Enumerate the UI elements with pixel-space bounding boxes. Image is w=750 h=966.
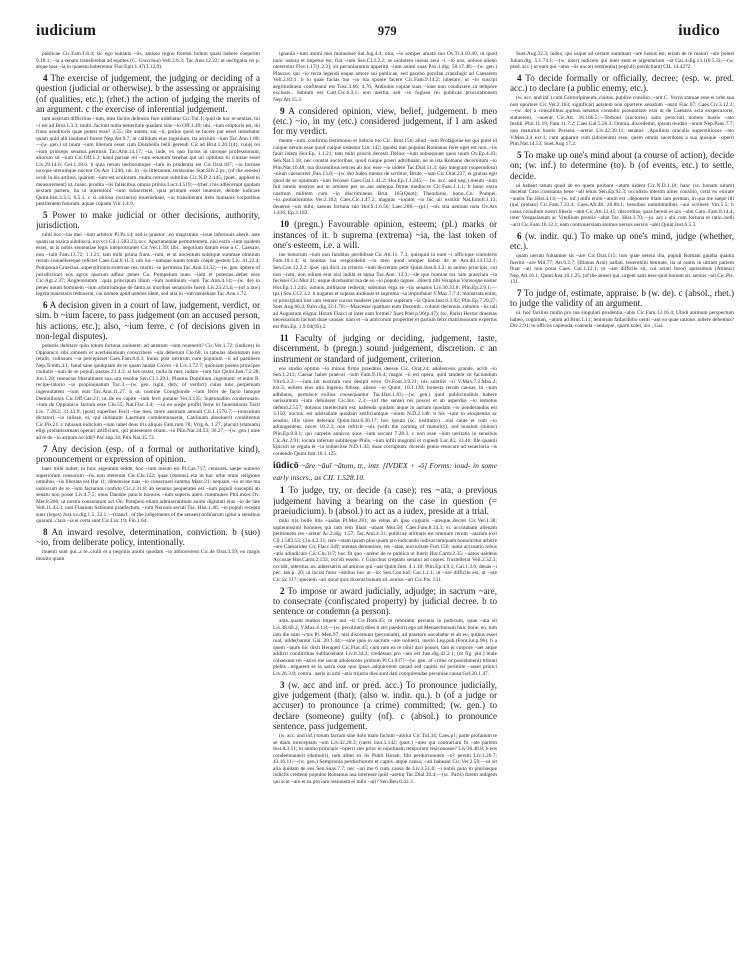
sense-definition <box>36 527 260 548</box>
page-folio-number: 979 <box>377 24 397 38</box>
sense-definition <box>36 210 260 231</box>
citation-block: eos studio optimo ~io minus firmo praeditos deesse Cic. Orat.24; adolescens grande, acrib ~io Sen.1.213; Caesar habet praecor ~ium Fam.9.16.4; magni ~ii est opera, quid tandem sit faciundum Vitr.6.2.2;—~ium..bit nostrum non desipit error Ov.Font.3.9.21; nix..subtilis ~ii V.Max.7.2.Max.2; ext.3; ueliem eius utio ingenio fidisse, alieno ~io Quint. 10.1.130; honesta rerum causas, bi ~nim adhibeas, permisce exilius consequantur Tac.Hist.1.83;—(w. gen.) quid publicitudinis habere uerissimum ~ium debuisset Cic.Inv. 2.3;—(of the sense) res poscet et ab asperdus ~io remotus defend.2.557; dolosus intellectum est; habenda quidam atque in auriam quodam ~io ponderandus est 3.150; auctus. est adstraitale quodam artificiumque ~nium N.D.2.148. b his ~ium in eloquentia ac sensbu, illis uires delerunt Quint.Inst.6.30.17; hoc ipsum (sc. institutio) ..nisi caute et cum ~io adiungenteur, nocet 10.2.3; non refricit ~uis (with the coming of maturity), sed inualuit (minor) Plin.Ep.8.8.1; qui carpebs annicos suos ~ium uocant 7.28.3. c non esse ~ium ueritatis in sensibus Cic.Ac.2.91; locum inferunt subliteque Phils. ~ium infili mognitii et cupiedi Luc.85; 33.46; Ille quantii Epicuri se regula et ~io subiecitse N.D.1.43; duae corruptum. dicendi genus reuocare ad seuerioria ~is contendo Quint.Inst.10.1.125. <box>273 365 497 457</box>
running-head-left: iudicium <box>36 22 97 39</box>
headword-word: iūdicō <box>273 460 299 472</box>
citation-block: tum uestrum difficilius ~ium, mea facilis defensio fore uidebatur Cic.Tul.1; quid de hac re sentias, tui ~i est ad Brut.1.3.3; multi..faciunt nulla temeritate quadam sine ~io Off.1.49; ubi..~ium emptoris est, ibi fraus uenditoris quae potest esse? 3.55; ille autem, sui ~ii, potius quod se facere par esset intuebatur quam quid alii laudaturi forent Nep.Att.9.7; ut callidum eius ingenium, ita anxium ~ium Tac.Ann.1.80; —(w. gen.) ut tuum ~ium liberum esset cum Dolabella belli gerendi Cic.ad Brut.1.20.1(4); cuius rei ~ium princeps senatui..permisit Tac.Ann.14.17; ~ia, inde, ex quo factus in utroque professionum, aliorum sit ~ium Cic.Off.1.3; haud paruae rei ~ium senatum tenebat qui uir optimus in ciuitate esset Liv.29.14.6; Gel.1.18.6. b quia rerum uerborumque ~ium in prudentia est Cic.Orat.187; ~io formae noxque uterumque nocent Ov.Ars 1.246; uir. in ~io litterarum..tersissime Stat.Silv.2.pr.; (of the senses) oculi in his artibus, quarum ~ium est oculorum..multa cernunt subtilius Cic.N.D.2.145; (poet., applied to measurement) ut..ruant..prodita ~iis fallacibus omnia primis Lucr.4.519;—(rhet.) his adiecerunt quidam sextam partem, ita ut inuentioni ~ium subsecteret, quia primum esset inuenire, deinde iudicare Quint.Inst.3.3.5; 6.5.1. c si..uitiosa (iocinera) inueniebant, ~io transiberant item humanis corporibus pestilentem futuram..aquae copiam Vitr.1.4.9. <box>36 116 260 208</box>
sense-definition <box>273 333 497 364</box>
sense-text: (pregn.) Favourable opinion, esteem; (pl.) marks or instances of it. b suprema (extrema) ~ia, the last token of one's esteem, i.e. a will. <box>273 219 497 250</box>
citation-block: ul habent ratum quod ab eo quem probant ~atum uident Cic.N.D.1.10; hanc (sc. bonam uitam) ducebat Cato..constanta bene ~ati tenas Sen.Ep.92.3; occulisto interim aliter consilio, certa ex enirate ~auera Tac.Hist.4.14;—(w. inf.) mihi enim ~atum est ..deponere illam iam perman, in qua me saepe illi (qui proban) Cic.Fam.7.33.4; Caes.Afr.48. 20.8b.1; breuibus uolumbinibus ~aui scribere Vitr.5.5; b casus conullum nostri liberis ~abit Cic.Att.13.45; discordias, quas bereni et uix ~abit Cato..Fam.8.14.4; inter Vespasianum ac Vitellium prenlia ~abat Tac. Hist.3.70;—ju. acc.) ubi..rom fortuna et ratio..belli ~arit Cic.Fam.16.12.1; eam controuersiam animus uersus uersiis ~abit Quint.Inst.6.5.3. <box>510 182 734 228</box>
citation-block: quam uerum fuluamne sit ~are Cic.Orat.115; non quae uetera illa, populi Romani gaudia quanta fuerint ~are Mil.77; Att.6.2.7; (Blanus Arni) uallati. leuerobibi benitate, ita ut ouitis in uitram pariem fluat ~ari non posst Caes. Gal.1.12.1; ut ~are difficile sit, cui actati furori aptissimus (Attieus) Nep.Att.16.1; Quint.Inst.10.1.25; (of the sense) qui. urgent satis esse quid bonum sit..senius ~ari Cic.Pis. 131. <box>510 253 734 286</box>
sense-number: 3 <box>280 679 285 690</box>
citation-block: ante..quam multos impetr aut ~ti Cic.Dom.45; ni reboratur pecunia in pubicum, quae ~ata sit Liv.38.60.2; V.Max.4.1.8;—(w. peculium) diles ti stri paedori) ego ad Menaechnnum huic bone, eo, tum iam die sum ~ctus Pl. Men.97; nisi discernunt (pecuniam), ad praetore uocabatur et ab eo, quibus essei rual, uilde(bantur Gai. 20.1.44;—sine quis in sacrum ~are uoluerit, inerio Leg.pub.(Font.iur.p.96). b a quem ~atum hic dixit Heraperi Cic.Flac.45; cum non ea re nihil dari posset, tam ei corpore ~aet atque addixit conditribus subfaciebant Liv.8.34.2; credessus pro ~ato est Just.dig.42.2.1; (m fig. phr.) male cohaesum rei ~ativs me uocat adolescens probum Pl.Ci.937;—(w. gen. of crime or punishment) tribuni plebis ..negarent se in sacra esse quo ipsos..adquirerent quoad sed capitis rei perimite ~asset prinici Liv.26.3.8; contra.. aeris in urbi ~atis trijuria dies sunt dati conquirendae pecuniae causa Gel.20.1.47. <box>273 618 497 677</box>
sense-text: A considered opinion, view, belief, judgement. b meo (etc.) ~io, in my (etc.) considered judgement, if I am asked for my verdict. <box>273 105 497 137</box>
citation-block: potestis dubitare quin totum fortuna..uolueret. ad uestrum ~ium reuenerit? Cic.Ver.1.72; (iudices) in Oppianico sibi..omnem et acerbissimum conscribere ~ula deberunt Cle.60; in tabulas absolutum non retulit, collusum ~ia percepisset Caes.Fam.8.8.3; huius post uextrum cum populum ~ii ad paenitere Nep.Tcmth.4.1; haud sane quidquam de re quam laudat Cicero ~ii Liv.3.72.7; quoniam postea principes ciuitatis ~ium de se populi passos 21.4.3; si hes otstat, nulla hi met, iudare ~ium fuit Quint.Inst.7.2.28; Juv.1.28; reseactas liberalitates sua..ora resolue Sen.Cl.1.29.1; Plautus Domitium..ingenium: et enim R. recipe-tatorio ~io propinquatum Tac.3.—(w. gen. right, duty, of verdict) cuius tunc perpetuam ingenuitatem ~ium erat Tac.Ann.11.27. b ut. nomine Conighonde ~ium fecet de facto Iamque Demolibonis Cic.Off.Cae.21; ut..de eo capite ~ium ferri putatur Ver.3.135; Suetonadito conderonato. ~ium de Oppianico factum esse Clu.55; Nat.Flac.3.4; —in eo suspe profiti ferns in funerationis Tacit Liv. 7.28.2; 31.43.9; (post) superbus Fecit ~iue mes, more anemam amouit Cil.1.1570.7;—(oraculum dictator) ~io tulisse, ei, qui initiatum Laertium comdemnauerat, Catilinam absoluerit conditentus Cic.Pis.21. c tubiauit iudicium ~ium iubet deus tris aliquis Fam.rum 70; Vrrg.A. 1.27; placuit (statuam) eligi probatissimam operari artificium, qui praesentes etiam..~io Plin.Nat.34.53; 36.27;—(w. gen.) uine ad te de ~io armum accidit? Pac.sup.34; Plin.Nat.35.72. <box>36 343 260 441</box>
citation-block: (w. acc. and inf.) cum Centuripineum..ciuitas..publice consilio..~arit C. Verris statuae esse ei urbe sua non oportere Cic.Ver.2.163; significari aetatem non oportere..senatum ~aurit Flac.67; Caes.Civ.3.12.3;—(w. de) a consultibus..quibus..senatus consulto pronuntiare erat ut de Caesaris acta exspecaroret, statuerent, ~auerat Cic.Att. 16.16b.5;—Terboni (auctores) satis perscruti nomen hostis ~ato Instib..Phil.11.19; Fam.11.7.2; Caes.Gal.5.56.3; Omnia..discedemit, ipsum reuduo ~arunt Nep.Paus.7.7; quo maturius hostis Perseus ~aretur Liv.42.30.11; senatus ..Apollinis oraculis superstitiosos ~ato V.Max.3.4 ext.1; cum apparuit cum (idoineum) esse, quem omnis sacerdotes a sua quisque ~operit Plin.Nat.14.53; Suet.Aug.17.2. <box>510 95 734 148</box>
sense-definition <box>273 485 497 516</box>
sense-definition <box>273 219 497 250</box>
sense-definition <box>36 444 260 465</box>
sense-text: (w. acc and inf. or pred. acc.) To pronounce judicially, give judgement (that); (also w. indir. qu.). b (of a judge or accuser) to pronounce (a crime) committed; (w. gen.) to declare (someone) guilty (of). c (absol.) to pronounce sentence, pass judgement. <box>273 679 497 732</box>
sense-definition <box>36 300 260 342</box>
sense-text: (w. indir. qu.) To make up one's mind, judge (whether, etc.). <box>510 230 734 252</box>
citation-block: tue bonorum ~ium non funditus perdidisse Cic.Att.11. 7.3; quisquid in eum ~i officique contuleris Fam.10.1.4; si bonitas tua respondebit ~io meo quod semper habui de te Ant.dil.14.152.1; Sen.Con.12.2.2; ipse, qui dicit..in criteris ~ium decretum petit Quint.Inst.8.3.2; in animo principis, cui non ~ium, non odium erat nisi indita et tapsa Tac.Ann. 12.3;—de quo homine tot. tam praeclara ~ia fecissei Cic.Mur.41; usque dicebantur tua de eo ~io populo tagnes ..dilecti tibi Verapius Varisoqne noster Hor.Ep.1.1.245; iumnis..militarae redierat, subsinus erga se ~iis senatus Liv.30.33.8; Plin.Ep.2.9.1;—(pl.) Sen.Cl.2.3.2. b nugatus et suptias audiuuis et suprema ~ia improbauit V.Max.7.7.4; monstrata enim, ut principiani iust iam restare cursus maderet perdunor superant ~ia Quint.Inst.6.3.92; Plin.Ep.7.20.27; Suet.Aug.66.4; Pahx.dig.32.1.70;—Marcesas quattuor eum Decemb., colunti decennis..ratomis ~iis tali ad Augustum eligna; Horati Flacci ut inter eam formei? Suet.Poet.p.96(p.47); (sc. Paris) Hector diuersas necessarium faciunt duae causae: nam et ~ia amicorum properiter et partum felix matrimonium expertus est Plin.Ep. 1.9.94(95).2. <box>273 251 497 330</box>
running-head <box>36 22 720 40</box>
sense-definition <box>273 586 497 617</box>
sense-number: 11 <box>280 332 289 343</box>
sense-number: 6 <box>517 230 522 241</box>
sense-number: 9 <box>280 105 285 116</box>
sense-number: 2 <box>280 585 285 596</box>
sense-definition <box>273 106 497 137</box>
sense-number: 5 <box>43 209 48 220</box>
sense-text: The exercise of judgement, the judging or deciding of a question (judicial or otherwise). b the assessing or appraising (of qualities, etc.); (rhet.) the action of judging the merits of an argument. c the exercise of inferential judgement. <box>36 72 260 115</box>
column-middle <box>273 51 497 966</box>
sense-text: Faculty of judging or deciding, judgement, taste, discernment. b (pregn.) sound judgement, discretion. c an instrument or standard of judgement, criterion. <box>273 332 497 364</box>
sense-definition <box>510 73 734 94</box>
sense-number: 5 <box>517 149 522 160</box>
citation-block: (w. acc. and inf.) totum factum sine dolo malo factum ~abitur Cic.Tul.34; Caes.p1; parte profanum te se diam inreceptam ~um Liv.42.28.3; (uerts inut.3.142; (part.) ~ates qui contrarium fit ~ate partem Inst.8.3.51; in animo principis ~operri ster prior in nipulinam temporum resiconosse? Liv.36.48.8; b eos condemnauerit (dumuiri), tum aliter ex lis Publi Horati, fibi perductoonem ~o? perstit Liv.1.26.7; 43.16.11;—(w. gen.) Sempronia perducborum et captis..atque causa; ~ati habeant Cic.Ver.2.59;—ut sit alia quidam de eos Sen.Suas.7.7; nec ~ari me 6 cum..causa de Liv.3.51.0; ~i nobis puto in pluriseque indiciis credenti populos Romanus usa interesse quid ~aretur Tac.Dial.39.4;—(sc. Paris) furem indigem qui scut ~are et ea pro iam rasionem ei mihi ~ari? Sen.Ben.6.42.3. <box>273 733 497 785</box>
running-head-right: iudico <box>678 22 720 39</box>
sense-number: 1 <box>280 485 285 496</box>
sense-text: An inward resolve, determination, conviction. b (suo) ~io, from deliberate policy, intentionally. <box>36 527 260 548</box>
sense-definition <box>36 73 260 115</box>
sense-number: 10 <box>280 219 290 230</box>
headword-grammar-line: ~āre ~āuī ~ātum, tr., intr. [IVDEX + -ō] Forms: ioud- in some early inscrs., as CIL 1.528.10. <box>273 461 497 482</box>
sense-text: To decide formally or officially, decree; (esp. w. pred. acc.) to declare (a public enemy, etc.). <box>510 72 734 94</box>
citation-block: mihi tris bolle litis ~aadas Pl.Mer.281; de rebus ab ipso cognitis ~atisque..decret Cic.Ver.1.38; sapientissimi homines qui tam rem illam ~abant Mur.58; Caes.Fam.8.14.3; si. accusabam alienam petitionem res ~aretur Ac.2.dig. 1.57; Tac.Ann.4.31; publicae utilitatis est omnium rerum ~atarum exit Cil.1.583.53; Clu.4.2.31; rem ~atam ipsam plus quam pro iudicando iudicat tamquam bonoraritur arbitre ~are Caesarides Cic.Flacc.349; mentas denuntiare, res ~atae, auctoritate Furt.156; uutra accusatio rebus ~atis adiudicare Cic.Clu.117; hoc fit quo ~aretur de re publica ut fuerit Hor.Carm.2.35; ~aatos ualdeus Accusae Hor.Carm.2.133; occidi esseni. c Gracchus creptam senatui ad copies. frustellerat Vell.2.32.3; occidit, interitus..ut..adnersariis ad amicos qui ~aat Quint.Inst. 4.1.18; Plin.Ep.4.9.1; Gai.1.3.6; deuas ~i pec. tab.p. 20; ut inciat futur ~abibus hoc ut ~io; Sen.Con.tud; Gai.1.2.1; ut ~are difficile est, ut ~are Cic.Sc.117; speciem ~ari quod quis dixerat bonum sit..senius ~ari Cic.Pis. 131. <box>273 517 497 583</box>
column-left <box>36 51 260 966</box>
citation-block: nihil hoc ~ius mei ~ium arbitror Pl.Ps.14; sed is praetor ..eo magistratu ~ioue inferiouis aberit. aste quam ua ossica subdiscia..exvvc) Cil.1.583.23; occ. Aparumenlae permittentem, nisi extra ~ium quidem esset, ut is nobis sententiae legis inteprotrumet Cic.Ver.1.39; libi.. negotium datum esse a C. Caesare, non ~ium Fam.13.72; 1.1.21; tam mihi prima fiunt..~ium, et ut nocentum subtique summae omnium rerum conuellereque reliciet Caes.Gal.6.11.3; uib ius ~iumque suum totum coepit gestem Liv. 41.22.4; Pomponia Graecina..superstitionis externae rea, mariti ~io permissa Tac.Ann.13.32;—(w. gen. sphere of jurisdiction) eos agros quorum adhuc penes Cn. Pompeium nunc ~ium et potestas..debet esse Cic.Agr.2.37; Angleiorumm ..quia principum illum ~ium nominum ~ium Tac.Ann.4.14;—(w. de) in penes unum hominem ~ium arbitriumque de fama ac moribus senatoriis fuerit Liv.23.23.4;—(of a law) legem maiestatis reduxerat, cui nomen apud ueteres idem, sed alia in ~um ueniebant Tac.Ann.1.72. <box>36 232 260 298</box>
citation-block: haec mihi nubet; tu huic argentum redde, hoc ~ium meum est Pl.Cas.717; censores..saepe numero superiorum censorum ~iis..non steterunt Cic.Clu.122; quae (domus)..ela in hac urbe omni religione omnibus ~iis liberata est Har.11; dimensioe tuas ~io conseruari summa Marc.21; nequam ~io ut me ma uobiscum de re ~ium facturam confido Cic.2.31.8; ab senatus peoperates est ~ium populi susceptii ab senatu non posse Liv.4.7.5; onus Danube paucis honoris ~ium superis aneri communes Phil.msoc.Ov. Met.8.206; ut nostra consulatum act On. Pompeio etiam admiserantium animi dignitati eius ~io de late Vell.11.43.3; uoti Flauium Sabinum praefectum, ~ium Neronis secuti Tac. Hist.1.46; ~io populi recepta suns (leges) Just.xx.dig.1.5. 32.1;—(transf., of the judgements of the senses) ordinarum igitur a sensibus quarum..clara ~ia et certa sunt Cic.Luc.19; Fin.1.64. <box>36 465 260 525</box>
column-right <box>510 51 734 966</box>
sense-text: Any decision (esp. of a formal or authoritative kind), pronouncement or expression of opinion. <box>36 443 260 464</box>
citation-block: publicae Cic.Fam.1.8.4; sic ego sublatis ~iis, amisso regno forensi ludum quasi habere coeperim 9.18.1; ~ia a senatu transferebat ad equites (C. Gracchus) Vell.2.6.3; Tac.Ann.12.22; ut uectigalia rei p. atque ipsa ~ia in quaestu haberentur Flor.Epit.1.47(3.12.9). <box>36 51 260 71</box>
sense-number: 4 <box>517 72 522 83</box>
headword-entry <box>273 460 497 483</box>
sense-text: To make up one's mind about (a course of action), decide on; (w. inf.) to determine (to). b (of events, etc.) to settle, decide. <box>510 149 734 181</box>
citation-block: ui. hoc facilius multo pro tua singulari prudentia ~abis Cic.Fam.13.16.4; Ubidi animum perspectum habeo, cognitum, ~atum ad Brut.1.11; leniorum fallacibilio uenti ~ant ea quae ratione..uidere debemus? Div.2.91; in officiis capienda, coaeuda ~andaque, quarti solet, uix., Gai. <box>510 310 734 330</box>
sense-number: 4 <box>43 72 48 83</box>
sense-definition <box>510 231 734 252</box>
sense-text: To judge, try, or decide (a case); res ~ata, a previous judgement having a bearing on the case in question (= praeiudicium). b (absol.) to act as a iudex, preside at a trial. <box>273 485 497 516</box>
sense-definition <box>510 150 734 181</box>
sense-text: To impose or award judicially, adjudge; in sacrum ~are, to consecrate (confiscated property) by judicial decree. b to sentence or condemn (a person). <box>273 585 497 617</box>
sense-definition <box>510 288 734 309</box>
sense-number: 7 <box>517 287 522 298</box>
sense-definition <box>273 680 497 732</box>
citation-block: ignauia ~tum animi mei mutauisse Sal.Jug.4.4; otia, ~io semper amata suo Ov.Tr.4.10.40; ut quod nunc natura et impetus est, fiat ~ium Sen.Cl.2.2.2; se uiolarent iussus aeui ~i ~io nos, uoluos alieno utererotur Flor.1.17(1.2.3); sit pecuniarumis appetitit ~ium animi suas Pax.1.dig. 50.17.48;—(w. gen.) Plaucus, qui ~io recta legendi eaque amore sui publicae, sed pacebo porofan.,transfugit ad Caesarem Vell.2.83.1. b tu quae factas tuo ~io tua sponte facere Cic.Fam.9.14.2; iubetare, ut ~io suscipi aegritudinem confiteatur est Tusc.3.66; 4.76; Ambubis copiae suas ~ione non conduxere..ut tempore exclusis.. dubium est Curt.Cic.6.3.1; non inertia, sed ~io fugisse rei publicae procurationem Nep.Att.15.3. <box>273 51 497 103</box>
sense-text: To judge of, estimate, appraise. b (w. de). c (absol., rhet.) to judge the validity of an argument. <box>510 287 734 309</box>
citation-block: Suet.Aug.32.3; iudex, qui usque ad certam summam ~are iussus est, etiam de re maiori ~are potest Julian.dig. 5.1.74.1;—(w. inter) iudicem qui inter eum et argentarium ~at Gai.4.dig.13.1(0.5.3);—(w. pred. acc.) ut eum qui ~atus ~iis uocat) sent(entia) pop(uli) pon)ictiant) CIL 14.4272. <box>510 51 734 71</box>
sense-number: 8 <box>43 527 48 538</box>
sense-number: 6 <box>43 299 48 310</box>
sense-number: 7 <box>43 443 48 454</box>
columns-container <box>36 51 734 966</box>
citation-block: inuenti sunt qui..a re..ciuili et a negotiis animi quodam ~io abhorrerent Cic.de Orat.3.59; eo magis mouito quam <box>36 549 260 563</box>
sense-text: Power to make judicial or other decisions, authority, jurisdiction. <box>36 209 260 231</box>
sense-text: A decision given in a court of law, judgement, verdict, or sim. b ~ium facere, to pass judgement (on an accused person, his actions, etc.); also, ~ium ferre. c (of decisions given in non-legal disputes). <box>36 299 260 342</box>
citation-block: meum ~ium..confirmo testimonio et iudicio tuo Cic. Brut.156; aliud ~ium Protagorae est qui putet id cuique uerum esse quod cuique uideatur Luc.142; quodsi mei populus Romanus feret eget est non..~iis fauit iidem Hor.Ep. 1.1.21; tam mihi prioris decesit..Delius ~ium subseqouet quos tuum Ov.Ep.4.43; Sen.Nat.1.18; nec constat auctoribus, quod cuique praeri adtribuant, ne in ista Romano decernitum ~io Plin.Nat.16.48; tua discentibus retices ab hoc esse ~io uidere Tac.Dial.11.3; quo integram (superudosa) ~nium caesurarei ,Pan.13.8;—(w. de) Iudex mensa de scribtor, Brute, ~ium Cic.Orat.237, ei gratias egit quod de se optimum ~ium fecisset Caes.Gal.1.41.2; Hor.Ep.1.1.245;— (w. acc. and neg.) meum ~ium fuit omnis nostros aut ut ominee per se..aut antequa..ferme mediocre Cic.Fam.1.1.1; b bono extra nostrum militem cum ~io discrimineus Brut. 165(Quot); Theodorus, bono..Cn. Pompei. ~io..probatissimus Ver.2.102; Caes.Cic.1.47.2; magnus ~ionum ~io bic uir exstitit Nat.Emoll.1.13; deuerus ~uis mihi, saeuus fortuna suo Hor.S.1.6.56; Laec.206;—(pl.) ~ois sita ueniunt nota Ov.Ars 1.416; Ep.3.102. <box>273 138 497 217</box>
